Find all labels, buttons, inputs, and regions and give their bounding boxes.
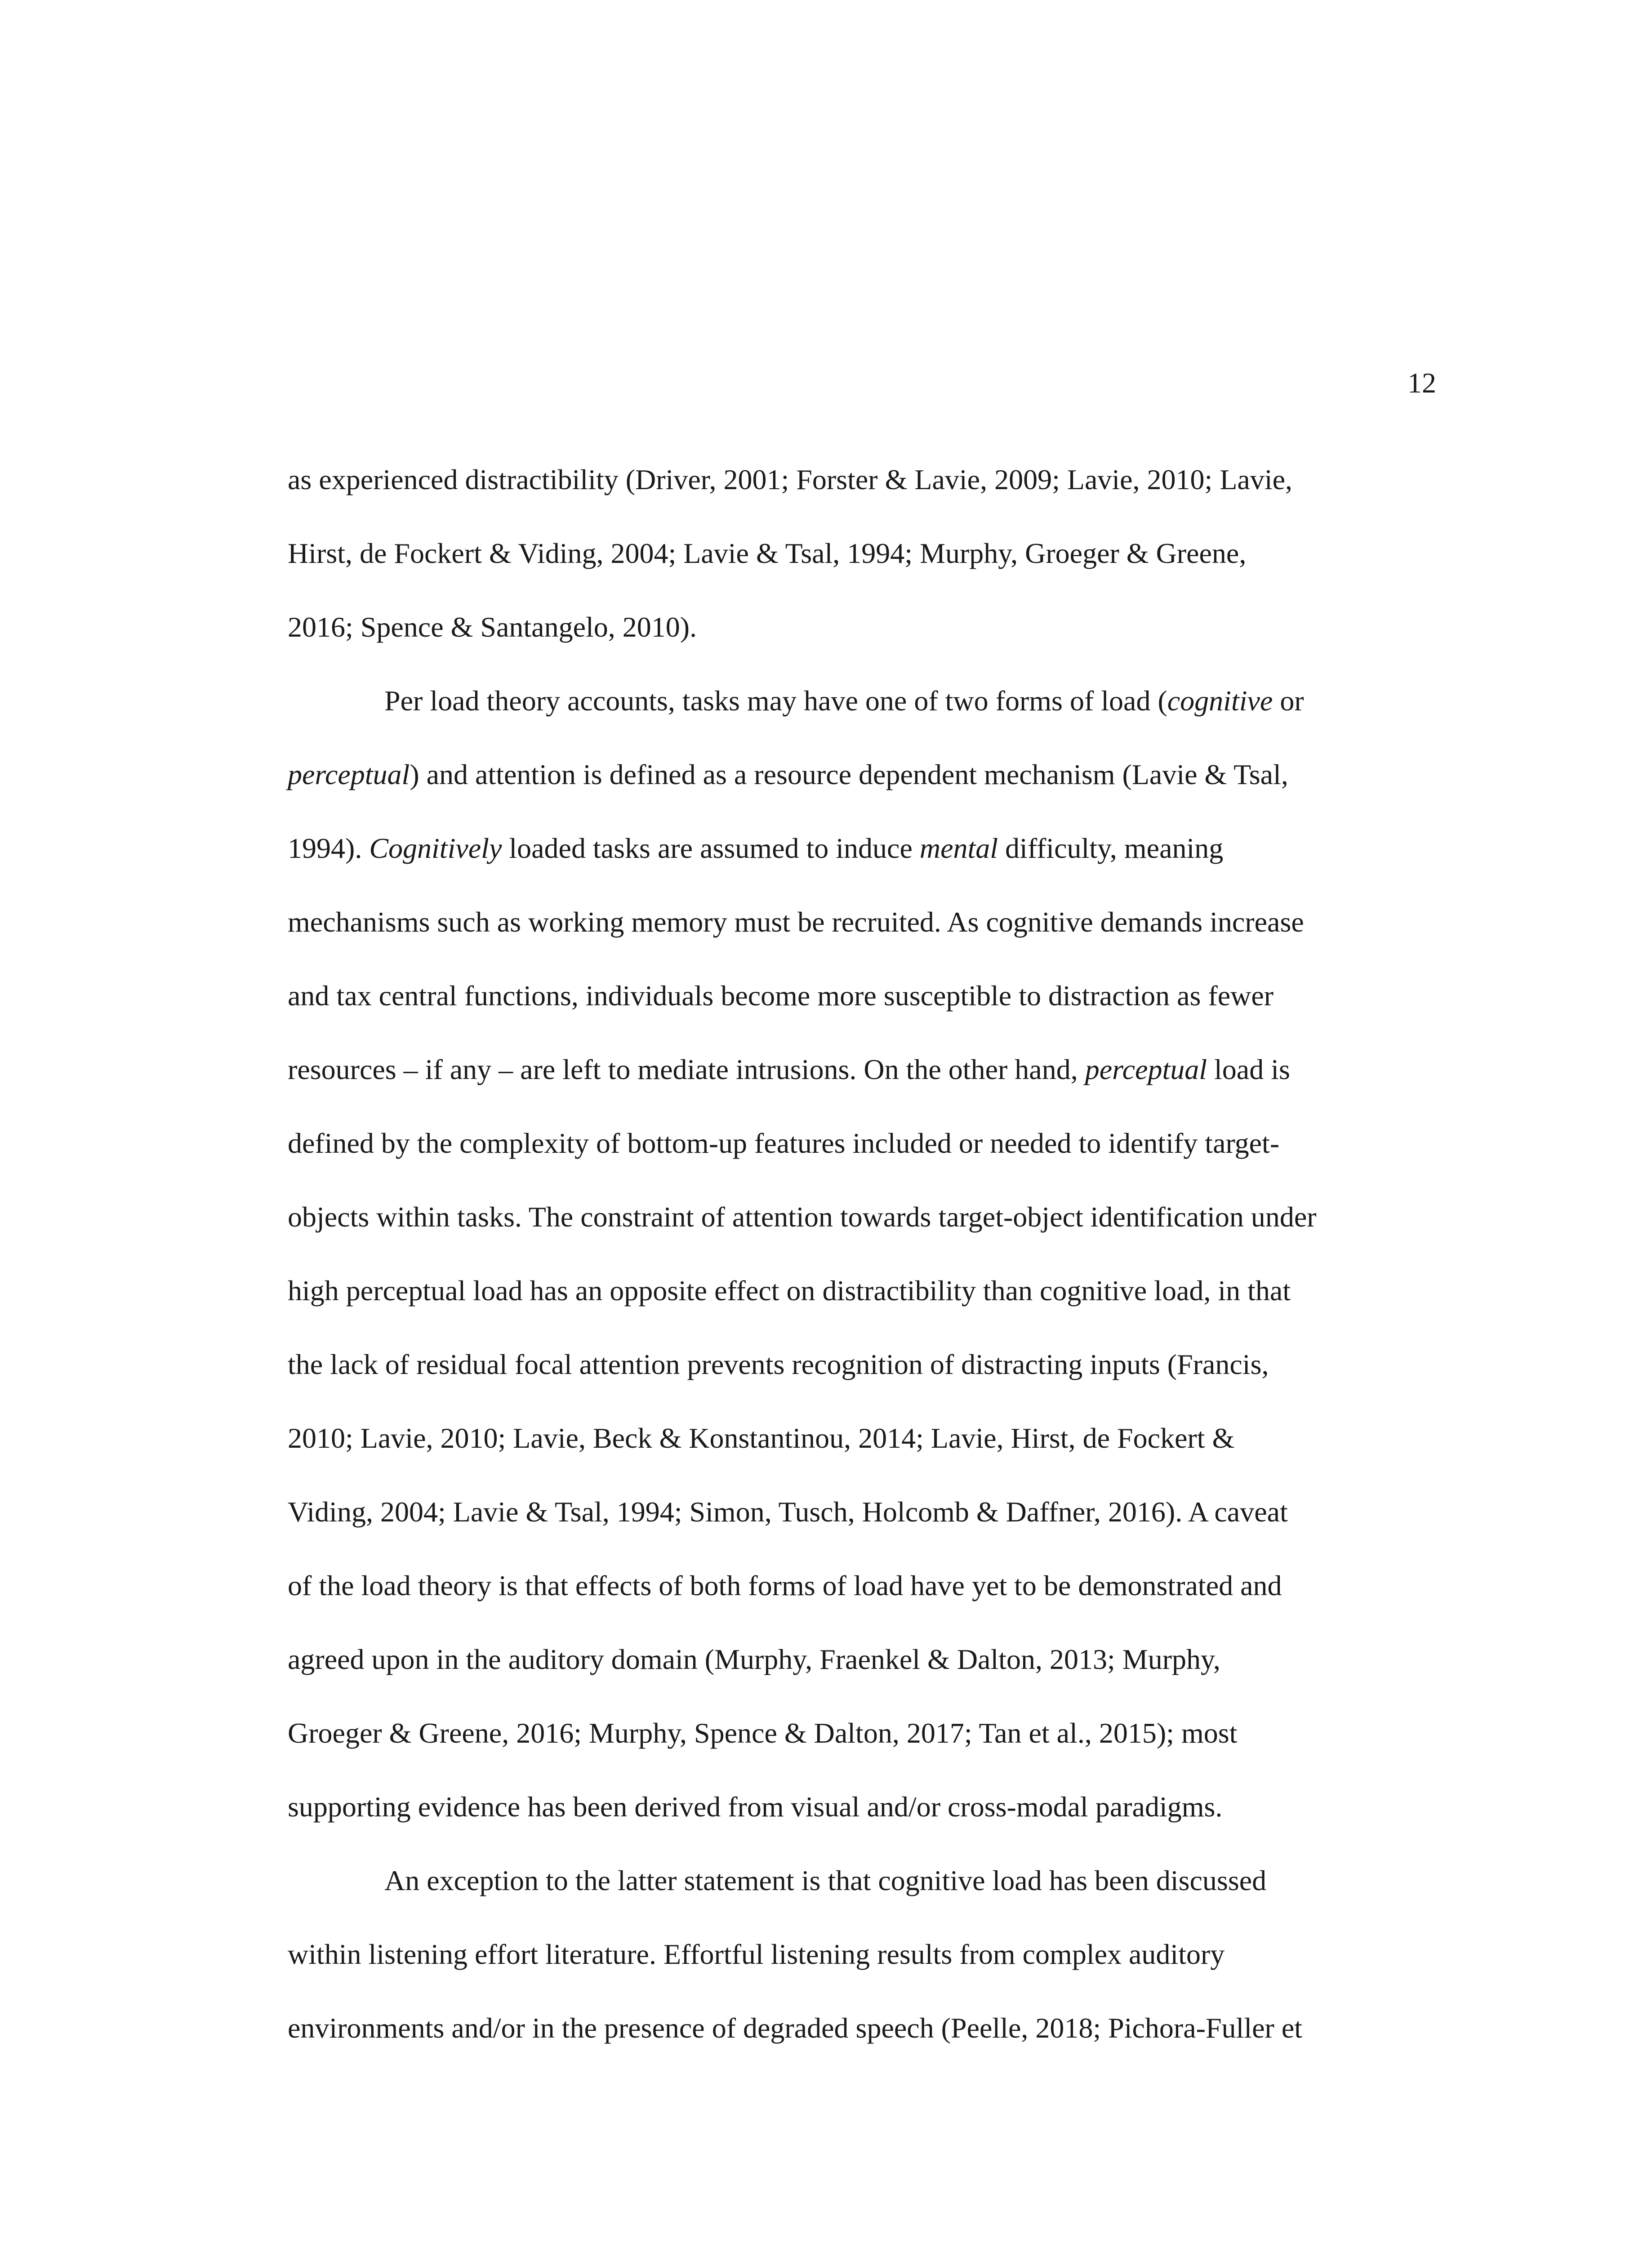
- text-line: resources – if any – are left to mediate intrusions. On the other hand, perceptual load is: [288, 1053, 1290, 1085]
- text-line: defined by the complexity of bottom-up features included or needed to identify target-: [288, 1127, 1280, 1159]
- italic-term: cognitive: [1167, 685, 1273, 717]
- text-line: high perceptual load has an opposite effect on distractibility than cognitive load, in that: [288, 1275, 1291, 1307]
- text-line: the lack of residual focal attention prevents recognition of distracting inputs (Francis,: [288, 1348, 1269, 1380]
- italic-term: perceptual: [288, 758, 410, 790]
- page-number: 12: [1407, 367, 1436, 399]
- italic-term: perceptual: [1085, 1053, 1207, 1085]
- italic-term: mental: [919, 832, 998, 864]
- paragraph-start-line: Per load theory accounts, tasks may have one of two forms of load (cognitive or: [384, 685, 1304, 717]
- text-line: Hirst, de Fockert & Viding, 2004; Lavie & Tsal, 1994; Murphy, Groeger & Greene,: [288, 537, 1247, 569]
- text-line: objects within tasks. The constraint of attention towards target-object identification under: [288, 1201, 1317, 1233]
- paragraph-start-line: An exception to the latter statement is that cognitive load has been discussed: [384, 1864, 1267, 1896]
- body-text: [288, 443, 1425, 2065]
- text-line: and tax central functions, individuals become more susceptible to distraction as fewer: [288, 980, 1274, 1012]
- text-line: as experienced distractibility (Driver, 2001; Forster & Lavie, 2009; Lavie, 2010; Lavie,: [288, 464, 1292, 495]
- text-line: 2016; Spence & Santangelo, 2010).: [288, 611, 697, 643]
- text-line: within listening effort literature. Effortful listening results from complex auditory: [288, 1938, 1225, 1970]
- text-line: Viding, 2004; Lavie & Tsal, 1994; Simon, Tusch, Holcomb & Daffner, 2016). A caveat: [288, 1496, 1288, 1528]
- text-line: perceptual) and attention is defined as a resource dependent mechanism (Lavie & Tsal,: [288, 758, 1288, 790]
- text-line: mechanisms such as working memory must be recruited. As cognitive demands increase: [288, 906, 1304, 938]
- italic-term: Cognitively: [369, 832, 502, 864]
- text-line: Groeger & Greene, 2016; Murphy, Spence & Dalton, 2017; Tan et al., 2015); most: [288, 1717, 1238, 1749]
- text-line: 2010; Lavie, 2010; Lavie, Beck & Konstantinou, 2014; Lavie, Hirst, de Fockert &: [288, 1422, 1235, 1454]
- text-line: 1994). Cognitively loaded tasks are assumed to induce mental difficulty, meaning: [288, 832, 1224, 864]
- text-line: of the load theory is that effects of both forms of load have yet to be demonstrated and: [288, 1570, 1282, 1601]
- text-line: supporting evidence has been derived from visual and/or cross-modal paradigms.: [288, 1791, 1223, 1823]
- text-line: agreed upon in the auditory domain (Murphy, Fraenkel & Dalton, 2013; Murphy,: [288, 1643, 1220, 1675]
- text-line: environments and/or in the presence of degraded speech (Peelle, 2018; Pichora-Fuller et: [288, 2012, 1302, 2044]
